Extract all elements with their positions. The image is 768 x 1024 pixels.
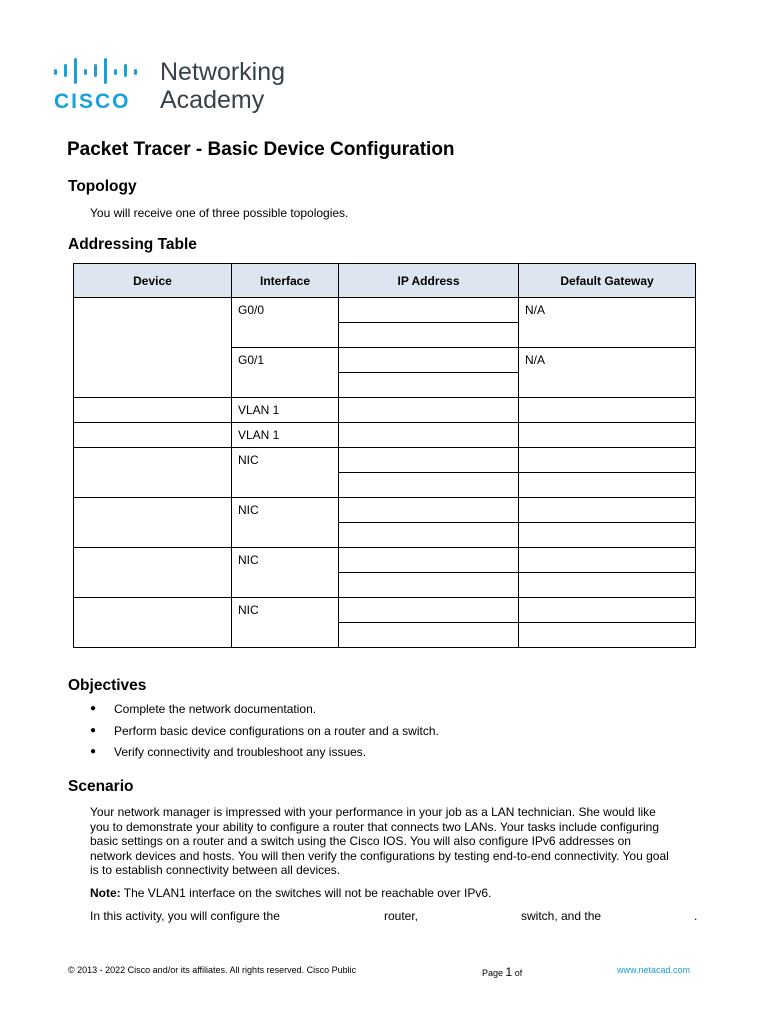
list-item — [90, 745, 439, 767]
objective-text: Complete the network documentation. — [114, 702, 317, 716]
objective-text: Perform basic device configurations on a router and a switch. — [114, 723, 439, 738]
page-of-label: of — [514, 968, 523, 978]
scenario-line: basic settings on a router and a switch using the Cisco IOS. You will also configure IPv6 addresses on — [90, 834, 631, 848]
page-label: Page — [482, 968, 504, 978]
activity-text-3: switch, and the — [521, 909, 602, 923]
ip-address-cell — [339, 573, 519, 598]
ip-address-cell — [339, 373, 519, 398]
gateway-cell: N/A — [519, 298, 696, 348]
gateway-cell — [519, 473, 696, 498]
table-row — [74, 448, 696, 473]
footer-page-indicator — [482, 965, 522, 979]
interface-cell: G0/1 — [232, 348, 339, 398]
gateway-cell — [519, 548, 696, 573]
objective-text: Verify connectivity and troubleshoot any issues. — [114, 745, 367, 759]
ip-address-cell — [339, 423, 519, 448]
gateway-cell — [519, 598, 696, 623]
scenario-line: you to demonstrate your ability to configure a router that connects two LANs. Your tasks include configuring — [90, 819, 659, 834]
note-label: Note: — [90, 886, 121, 900]
addressing-table — [73, 263, 696, 648]
interface-cell: NIC — [232, 448, 339, 498]
activity-text-1: In this activity, you will configure the — [90, 909, 280, 923]
ip-address-cell — [339, 473, 519, 498]
topology-text: You will receive one of three possible topologies. — [90, 206, 349, 220]
addressing-table-heading: Addressing Table — [68, 236, 197, 253]
list-item — [90, 724, 439, 746]
cisco-wordmark: CISCO — [54, 90, 131, 113]
list-item — [90, 702, 439, 724]
device-cell-router — [74, 298, 232, 398]
gateway-cell — [519, 498, 696, 523]
ip-address-cell — [339, 598, 519, 623]
scenario-heading: Scenario — [68, 778, 134, 795]
document-title: Packet Tracer - Basic Device Configuration — [67, 139, 455, 160]
column-header-ip-address: IP Address — [339, 264, 519, 298]
column-header-interface: Interface — [232, 264, 339, 298]
ip-address-cell — [339, 523, 519, 548]
ip-address-cell — [339, 623, 519, 648]
bullet-icon: ● — [90, 703, 97, 714]
device-cell — [74, 448, 232, 498]
gateway-cell — [519, 623, 696, 648]
interface-cell: NIC — [232, 598, 339, 648]
ip-address-cell — [339, 298, 519, 323]
gateway-cell — [519, 448, 696, 473]
table-row — [74, 423, 696, 448]
table-row — [74, 398, 696, 423]
cisco-networking-academy-logo — [54, 58, 314, 118]
activity-text-2: router, — [384, 909, 419, 923]
objectives-heading: Objectives — [68, 677, 147, 694]
footer-website-link[interactable]: www.netacad.com — [617, 965, 691, 975]
gateway-cell: N/A — [519, 348, 696, 398]
gateway-cell — [519, 423, 696, 448]
table-row — [74, 548, 696, 573]
interface-cell: VLAN 1 — [232, 423, 339, 448]
gateway-cell — [519, 523, 696, 548]
ip-address-cell — [339, 548, 519, 573]
page-number: 1 — [505, 965, 513, 979]
objectives-list — [90, 702, 439, 767]
topology-heading: Topology — [68, 178, 137, 195]
table-row — [74, 498, 696, 523]
device-cell — [74, 548, 232, 598]
activity-paragraph — [90, 909, 700, 924]
footer-copyright: © 2013 - 2022 Cisco and/or its affiliates. All rights reserved. Cisco Public — [68, 965, 357, 975]
device-cell — [74, 398, 232, 423]
interface-cell: NIC — [232, 548, 339, 598]
ip-address-cell — [339, 348, 519, 373]
activity-text-4: . — [694, 909, 698, 923]
table-header-row — [74, 264, 696, 298]
scenario-paragraph — [90, 805, 669, 878]
scenario-line: is to establish connectivity between all devices. — [90, 863, 341, 877]
interface-cell: VLAN 1 — [232, 398, 339, 423]
column-header-default-gateway: Default Gateway — [519, 264, 696, 298]
device-cell — [74, 423, 232, 448]
device-cell — [74, 598, 232, 648]
note-paragraph — [90, 886, 491, 901]
ip-address-cell — [339, 398, 519, 423]
interface-cell: NIC — [232, 498, 339, 548]
note-text: The VLAN1 interface on the switches will not be reachable over IPv6. — [123, 886, 492, 900]
device-cell — [74, 498, 232, 548]
scenario-line: network devices and hosts. You will then verify the configurations by testing end-to-end connectivity. You goal — [90, 848, 669, 863]
ip-address-cell — [339, 498, 519, 523]
ip-address-cell — [339, 448, 519, 473]
bullet-icon: ● — [90, 724, 97, 736]
column-header-device: Device — [74, 264, 232, 298]
cisco-bridge-icon — [54, 58, 149, 84]
gateway-cell — [519, 573, 696, 598]
table-row — [74, 598, 696, 623]
bullet-icon: ● — [90, 746, 97, 757]
gateway-cell — [519, 398, 696, 423]
logo-networking-text: Networking — [160, 58, 286, 86]
interface-cell: G0/0 — [232, 298, 339, 348]
ip-address-cell — [339, 323, 519, 348]
scenario-line: Your network manager is impressed with your performance in your job as a LAN technician. She would like — [90, 805, 656, 819]
logo-academy-text: Academy — [160, 86, 265, 114]
table-row — [74, 298, 696, 323]
